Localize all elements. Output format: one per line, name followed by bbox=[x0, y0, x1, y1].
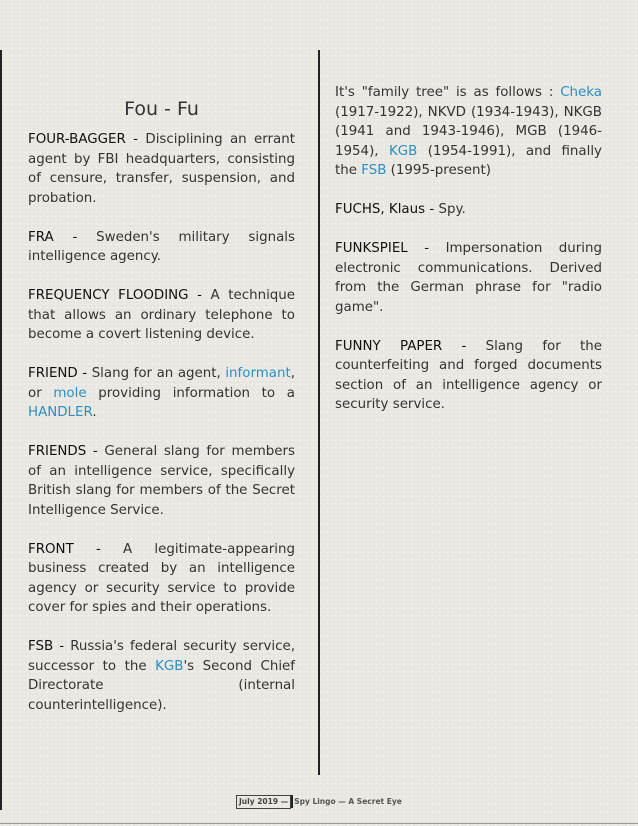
entry-definition: Russia's federal security service, successor to the bbox=[28, 639, 295, 674]
entry-definition: Spy. bbox=[438, 202, 466, 217]
entry-definition: General slang for members of an intelligence service, specifically British slang for members of the Secret Intelligence Service. bbox=[28, 444, 295, 518]
entry-definition: Disciplining an errant agent by FBI headquarters, consisting of censure, transfer, suspension, and probation. bbox=[28, 132, 295, 206]
entry-term: FRIEND bbox=[28, 366, 78, 381]
entry-friend: FRIEND - Slang for an agent, informant, or mole providing information to a HANDLER. bbox=[28, 366, 295, 420]
link-mole[interactable]: mole bbox=[53, 385, 87, 401]
entry-term: FRONT bbox=[28, 541, 74, 557]
column-divider bbox=[318, 50, 320, 775]
entry-definition: A legitimate-appearing business created by an intelligence agency or security service to provide cover for spies and their operations. bbox=[28, 541, 295, 615]
entry-definition: Sweden's military signals intelligence agency. bbox=[28, 229, 296, 264]
entry-frequency-flooding: FREQUENCY FLOODING - A technique that allows an ordinary telephone to become a covert listening device. bbox=[28, 288, 296, 342]
entry-four-bagger: FOUR-BAGGER - Disciplining an errant agent by FBI headquarters, consisting of censure, transfer, suspension, and probation. bbox=[28, 132, 295, 206]
link-kgb[interactable]: KGB bbox=[388, 143, 418, 159]
left-margin-rule bbox=[0, 50, 2, 810]
footer-divider-mark bbox=[291, 795, 293, 808]
right-column bbox=[335, 83, 602, 434]
page-footer bbox=[236, 795, 416, 809]
entry-term: FREQUENCY FLOODING bbox=[28, 288, 189, 303]
page-bottom-edge bbox=[0, 823, 638, 824]
footer-date: July 2019 — bbox=[236, 795, 291, 809]
entry-family-tree: It's "family tree" is as follows : Cheka (1917-1922), NKVD (1934-1943), NKGB (1941 and 1943-1946), MGB (1946-1954), KGB (1954-1991), and finally the FSB (1995-present) bbox=[335, 85, 602, 178]
entry-definition: Slang for an agent, bbox=[91, 366, 221, 381]
entry-funkspiel: FUNKSPIEL - Impersonation during electronic communications. Derived from the German phrase for "radio game". bbox=[335, 241, 602, 315]
link-kgb[interactable]: KGB bbox=[155, 658, 184, 674]
entry-fuchs: FUCHS, Klaus - Spy. bbox=[335, 202, 466, 217]
footer-title: Spy Lingo — A Secret Eye bbox=[294, 797, 402, 806]
entry-term: FSB bbox=[28, 639, 54, 654]
entry-term: FRIENDS bbox=[28, 444, 87, 459]
link-informant[interactable]: informant bbox=[225, 366, 291, 381]
section-title: Fou - Fu bbox=[124, 98, 199, 120]
left-column bbox=[28, 96, 295, 735]
entry-friends: FRIENDS - General slang for members of an intelligence service, specifically British slang for members of the Secret Intelligence Service. bbox=[28, 444, 295, 518]
entry-term: FOUR-BAGGER bbox=[28, 132, 126, 147]
entry-definition: Impersonation during electronic communications. Derived from the German phrase for "radio game". bbox=[335, 241, 602, 315]
entry-term: FUNNY PAPER bbox=[335, 338, 443, 354]
link-fsb[interactable]: FSB bbox=[361, 163, 387, 178]
link-cheka[interactable]: Cheka bbox=[560, 85, 602, 100]
link-handler[interactable]: HANDLER bbox=[28, 405, 93, 420]
entry-fsb: FSB - Russia's federal security service, successor to the KGB's Second Chief Directorate (internal counterintelligence). bbox=[28, 639, 296, 713]
entry-fra: FRA - Sweden's military signals intelligence agency. bbox=[28, 229, 296, 264]
entry-definition: Slang for the counterfeiting and forged documents section of an intelligence agency or security service. bbox=[335, 338, 602, 412]
entry-funny-paper: FUNNY PAPER - Slang for the counterfeiting and forged documents section of an intelligence agency or security service. bbox=[335, 338, 602, 412]
entry-term: FUCHS, Klaus bbox=[335, 202, 426, 217]
entry-front: FRONT - A legitimate-appearing business created by an intelligence agency or security service to provide cover for spies and their operations. bbox=[28, 541, 295, 615]
entry-term: FRA bbox=[28, 229, 54, 245]
entry-definition: A technique that allows an ordinary telephone to become a covert listening device. bbox=[28, 288, 296, 342]
entry-term: FUNKSPIEL bbox=[335, 241, 408, 256]
